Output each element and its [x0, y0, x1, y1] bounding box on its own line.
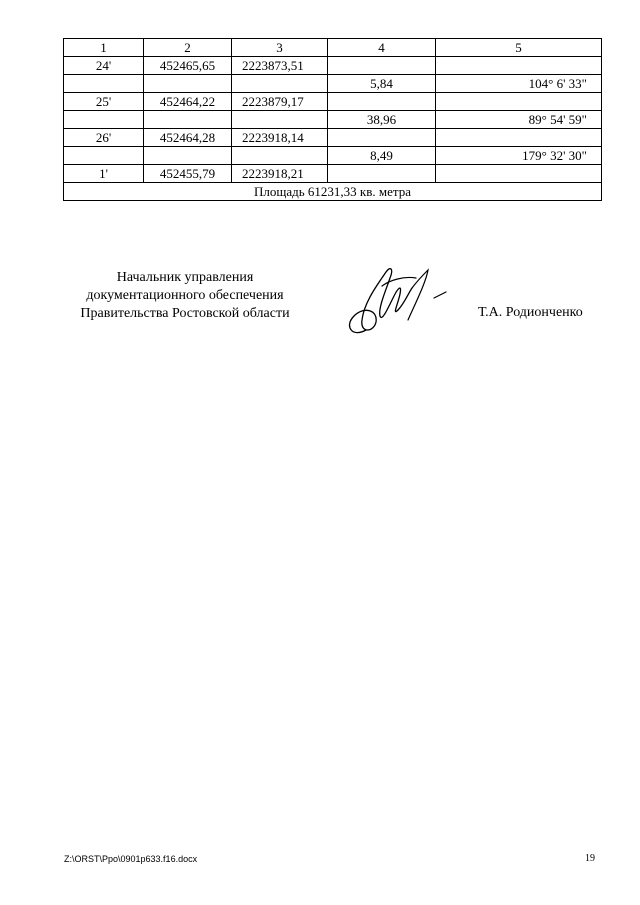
y-cell: 2223879,17	[232, 93, 328, 111]
angle-cell	[436, 93, 602, 111]
y-cell	[232, 111, 328, 129]
point-cell: 25'	[64, 93, 144, 111]
point-cell: 1'	[64, 165, 144, 183]
point-cell	[64, 75, 144, 93]
distance-cell	[328, 57, 436, 75]
area-row	[64, 183, 602, 201]
signatory-title-line: документационного обеспечения	[86, 288, 284, 303]
footer-page-number: 19	[585, 853, 595, 864]
header-cell: 4	[328, 39, 436, 57]
x-cell: 452455,79	[144, 165, 232, 183]
point-cell: 24'	[64, 57, 144, 75]
y-cell	[232, 75, 328, 93]
x-cell	[144, 75, 232, 93]
distance-cell	[328, 93, 436, 111]
table-row	[64, 93, 602, 111]
point-cell	[64, 111, 144, 129]
distance-cell: 5,84	[328, 75, 436, 93]
angle-cell	[436, 57, 602, 75]
handwritten-signature	[338, 258, 458, 348]
table-row	[64, 129, 602, 147]
x-cell	[144, 111, 232, 129]
x-cell: 452465,65	[144, 57, 232, 75]
table-row	[64, 165, 602, 183]
table-row	[64, 57, 602, 75]
table-row	[64, 147, 602, 165]
footer-file-path: Z:\ORST\Ppo\0901p633.f16.docx	[64, 854, 198, 864]
y-cell: 2223873,51	[232, 57, 328, 75]
angle-cell: 179° 32' 30"	[436, 147, 602, 165]
table-row	[64, 75, 602, 93]
header-cell: 5	[436, 39, 602, 57]
header-cell: 2	[144, 39, 232, 57]
y-cell: 2223918,14	[232, 129, 328, 147]
coordinates-table	[63, 38, 602, 201]
distance-cell: 38,96	[328, 111, 436, 129]
angle-cell: 89° 54' 59"	[436, 111, 602, 129]
header-cell: 1	[64, 39, 144, 57]
signatory-name: Т.А. Родионченко	[478, 305, 583, 320]
y-cell: 2223918,21	[232, 165, 328, 183]
header-cell: 3	[232, 39, 328, 57]
signatory-title-line: Правительства Ростовской области	[80, 306, 290, 321]
distance-cell	[328, 165, 436, 183]
signatory-title	[60, 269, 310, 323]
x-cell: 452464,28	[144, 129, 232, 147]
y-cell	[232, 147, 328, 165]
distance-cell	[328, 129, 436, 147]
x-cell: 452464,22	[144, 93, 232, 111]
point-cell: 26'	[64, 129, 144, 147]
distance-cell: 8,49	[328, 147, 436, 165]
table-row	[64, 111, 602, 129]
angle-cell: 104° 6' 33"	[436, 75, 602, 93]
angle-cell	[436, 165, 602, 183]
signatory-title-line: Начальник управления	[116, 270, 254, 285]
table-header-row	[64, 39, 602, 57]
angle-cell	[436, 129, 602, 147]
x-cell	[144, 147, 232, 165]
point-cell	[64, 147, 144, 165]
area-total: Площадь 61231,33 кв. метра	[64, 183, 602, 201]
